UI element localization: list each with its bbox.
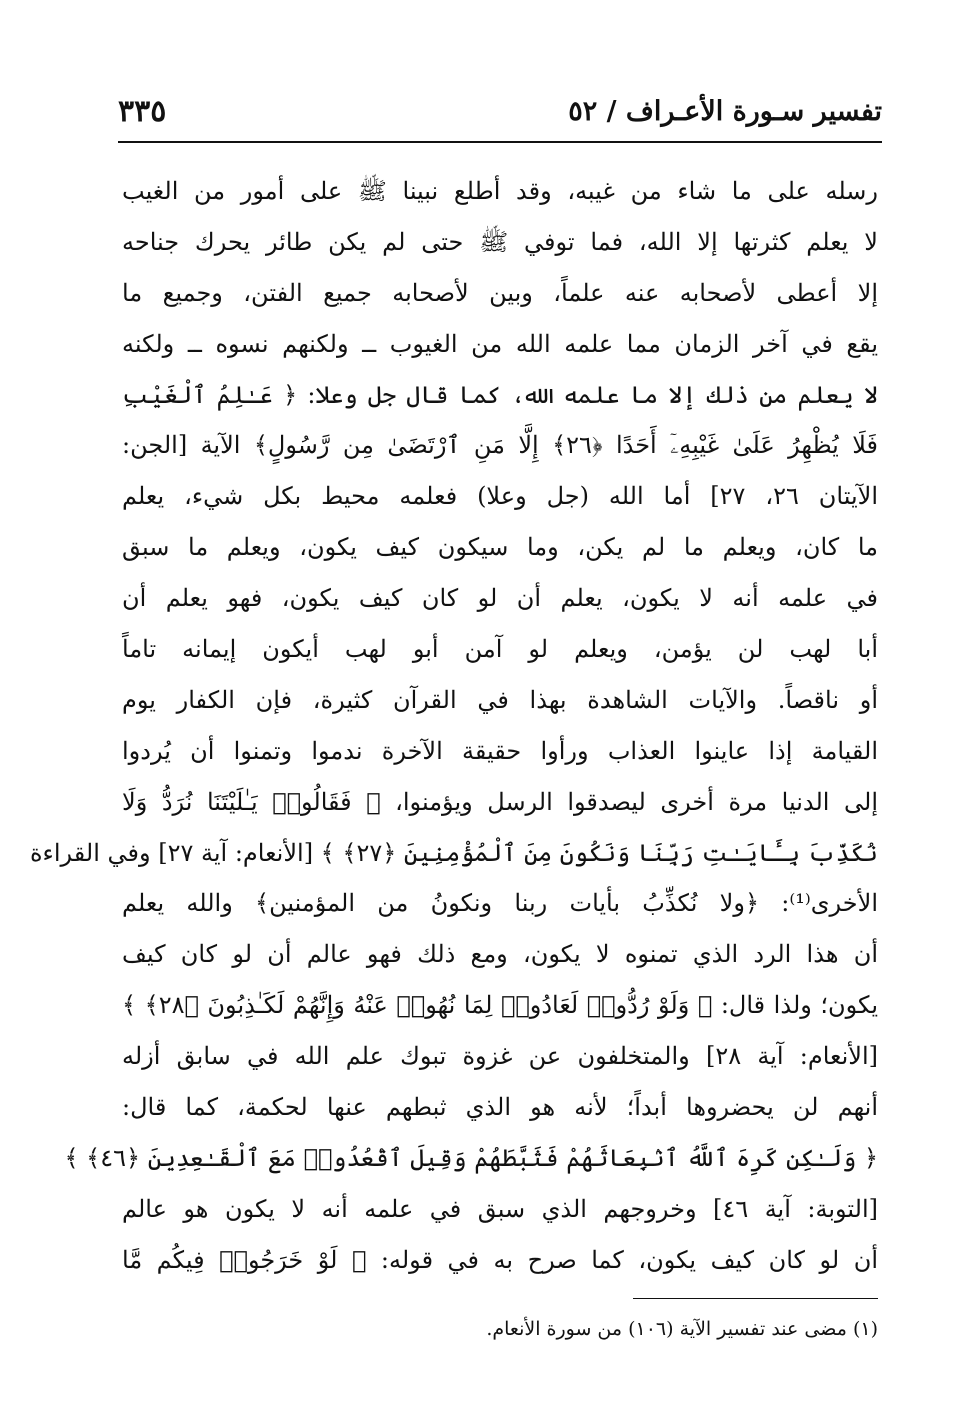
text-line: لا يعلم من ذلك إلا ما علمه الله، كما قال جل وعلا: ﴿ عَـٰلِمُ ٱلْغَيْبِ: [122, 380, 878, 409]
text-line: أن لو كان كيف يكون، كما صرح به في قوله: ﴿ لَوْ خَرَجُوا۟ فِيكُم مَّا: [122, 1245, 878, 1274]
text-line: ﴿ وَلَـٰكِن كَرِهَ ٱللَّهُ ٱنۢبِعَاثَهُمْ فَثَبَّطَهُمْ وَقِيلَ ٱقْعُدُوا۟ مَعَ ٱلْقَـٰعِدِينَ ﴿٤٦﴾ ﴾: [64, 1143, 878, 1172]
text-line: لا يعلم كثرتها إلا الله، فما توفي ﷺ حتى لم يكن طائر يحرك جناحه: [122, 227, 878, 256]
page-number: ٣٣٥: [118, 94, 167, 129]
text-line: أو ناقصاً. والآيات الشاهدة بهذا في القرآن كثيرة، فإن الكفار يوم: [122, 685, 878, 714]
text-line: الأخرى⁽¹⁾: ﴿ولا نُكذِّبُ بأيات ربنا ونكونُ من المؤمنين﴾ والله يعلم: [122, 889, 878, 918]
text-line: أنهم لن يحضروها أبداً؛ لأنه هو الذي ثبطهم عنها لحكمة، كما قال:: [122, 1093, 878, 1122]
text-line: [التوبة: آية ٤٦] وخروجهم الذي سبق في علمه أنه لا يكون هو عالم: [122, 1194, 879, 1223]
running-title: تفسير سـورة الأعـراف / ٥٢: [568, 96, 882, 127]
text-line: الآيتان ٢٦، ٢٧] أما الله (جل وعلا) فعلمه محيط بكل شيء، يعلم: [122, 482, 878, 511]
footnote-divider: [633, 1298, 878, 1299]
text-line: أن هذا الرد الذي تمنوه لا يكون، ومع ذلك فهو عالم أن لو كان كيف: [122, 940, 878, 969]
text-line: فَلَا يُظْهِرُ عَلَىٰ غَيْبِهِۦٓ أَحَدًا ﴿٢٦﴾ إِلَّا مَنِ ٱرْتَضَىٰ مِن رَّسُولٍ﴾ الآية [الجن:: [122, 431, 878, 460]
text-line: رسله على ما شاء من غيبه، وقد أطلع نبينا ﷺ على أمور من الغيب: [122, 177, 878, 205]
text-line: [الأنعام: آية ٢٨] والمتخلفون عن غزوة تبوك علم الله في سابق أزله: [122, 1042, 878, 1071]
text-line: إلى الدنيا مرة أخرى ليصدقوا الرسل ويؤمنوا، ﴿ فَقَالُوا۟ يَـٰلَيْتَنَا نُرَدُّ وَلَا: [122, 787, 878, 816]
text-line: في علمه أنه لا يكون، يعلم أن لو كان كيف يكون، فهو يعلم أن: [122, 584, 878, 613]
text-line: أبا لهب لن يؤمن، ويعلم لو آمن أبو لهب أيكون إيمانه تاماً: [122, 635, 878, 664]
footnote: (١) مضى عند تفسير الآية (١٠٦) من سورة الأنعام.: [486, 1318, 878, 1340]
header-divider: [118, 141, 882, 143]
text-line: يقع في آخر الزمان مما علمه الله من الغيوب ــ ولكنهم نسوه ــ ولكنه: [122, 329, 879, 358]
text-line: نُكَذِّبَ بِـَٔايَـٰتِ رَبِّنَا وَنَكُونَ مِنَ ٱلْمُؤْمِنِينَ ﴿٢٧﴾ ﴾ [الأنعام: آية ٢٧] وفي القراءة: [29, 838, 878, 867]
text-line: ما كان، ويعلم ما لم يكن، وما سيكون كيف يكون، ويعلم ما سبق: [122, 533, 878, 562]
text-line: يكون؛ ولذا قال: ﴿ وَلَوْ رُدُّوا۟ لَعَادُوا۟ لِمَا نُهُوا۟ عَنْهُ وَإِنَّهُمْ لَكَـٰذِبُونَ ﴿٢٨﴾ ﴾: [122, 991, 878, 1020]
text-line: إلا أعطى لأصحابه عنه علماً، وبين لأصحابه جميع الفتن، وجميع ما: [122, 278, 878, 307]
text-line: القيامة إذا عاينوا العذاب ورأوا حقيقة الآخرة ندموا وتمنوا أن يُردوا: [122, 736, 878, 765]
page-header: [118, 92, 882, 132]
main-text: [29, 166, 879, 1286]
